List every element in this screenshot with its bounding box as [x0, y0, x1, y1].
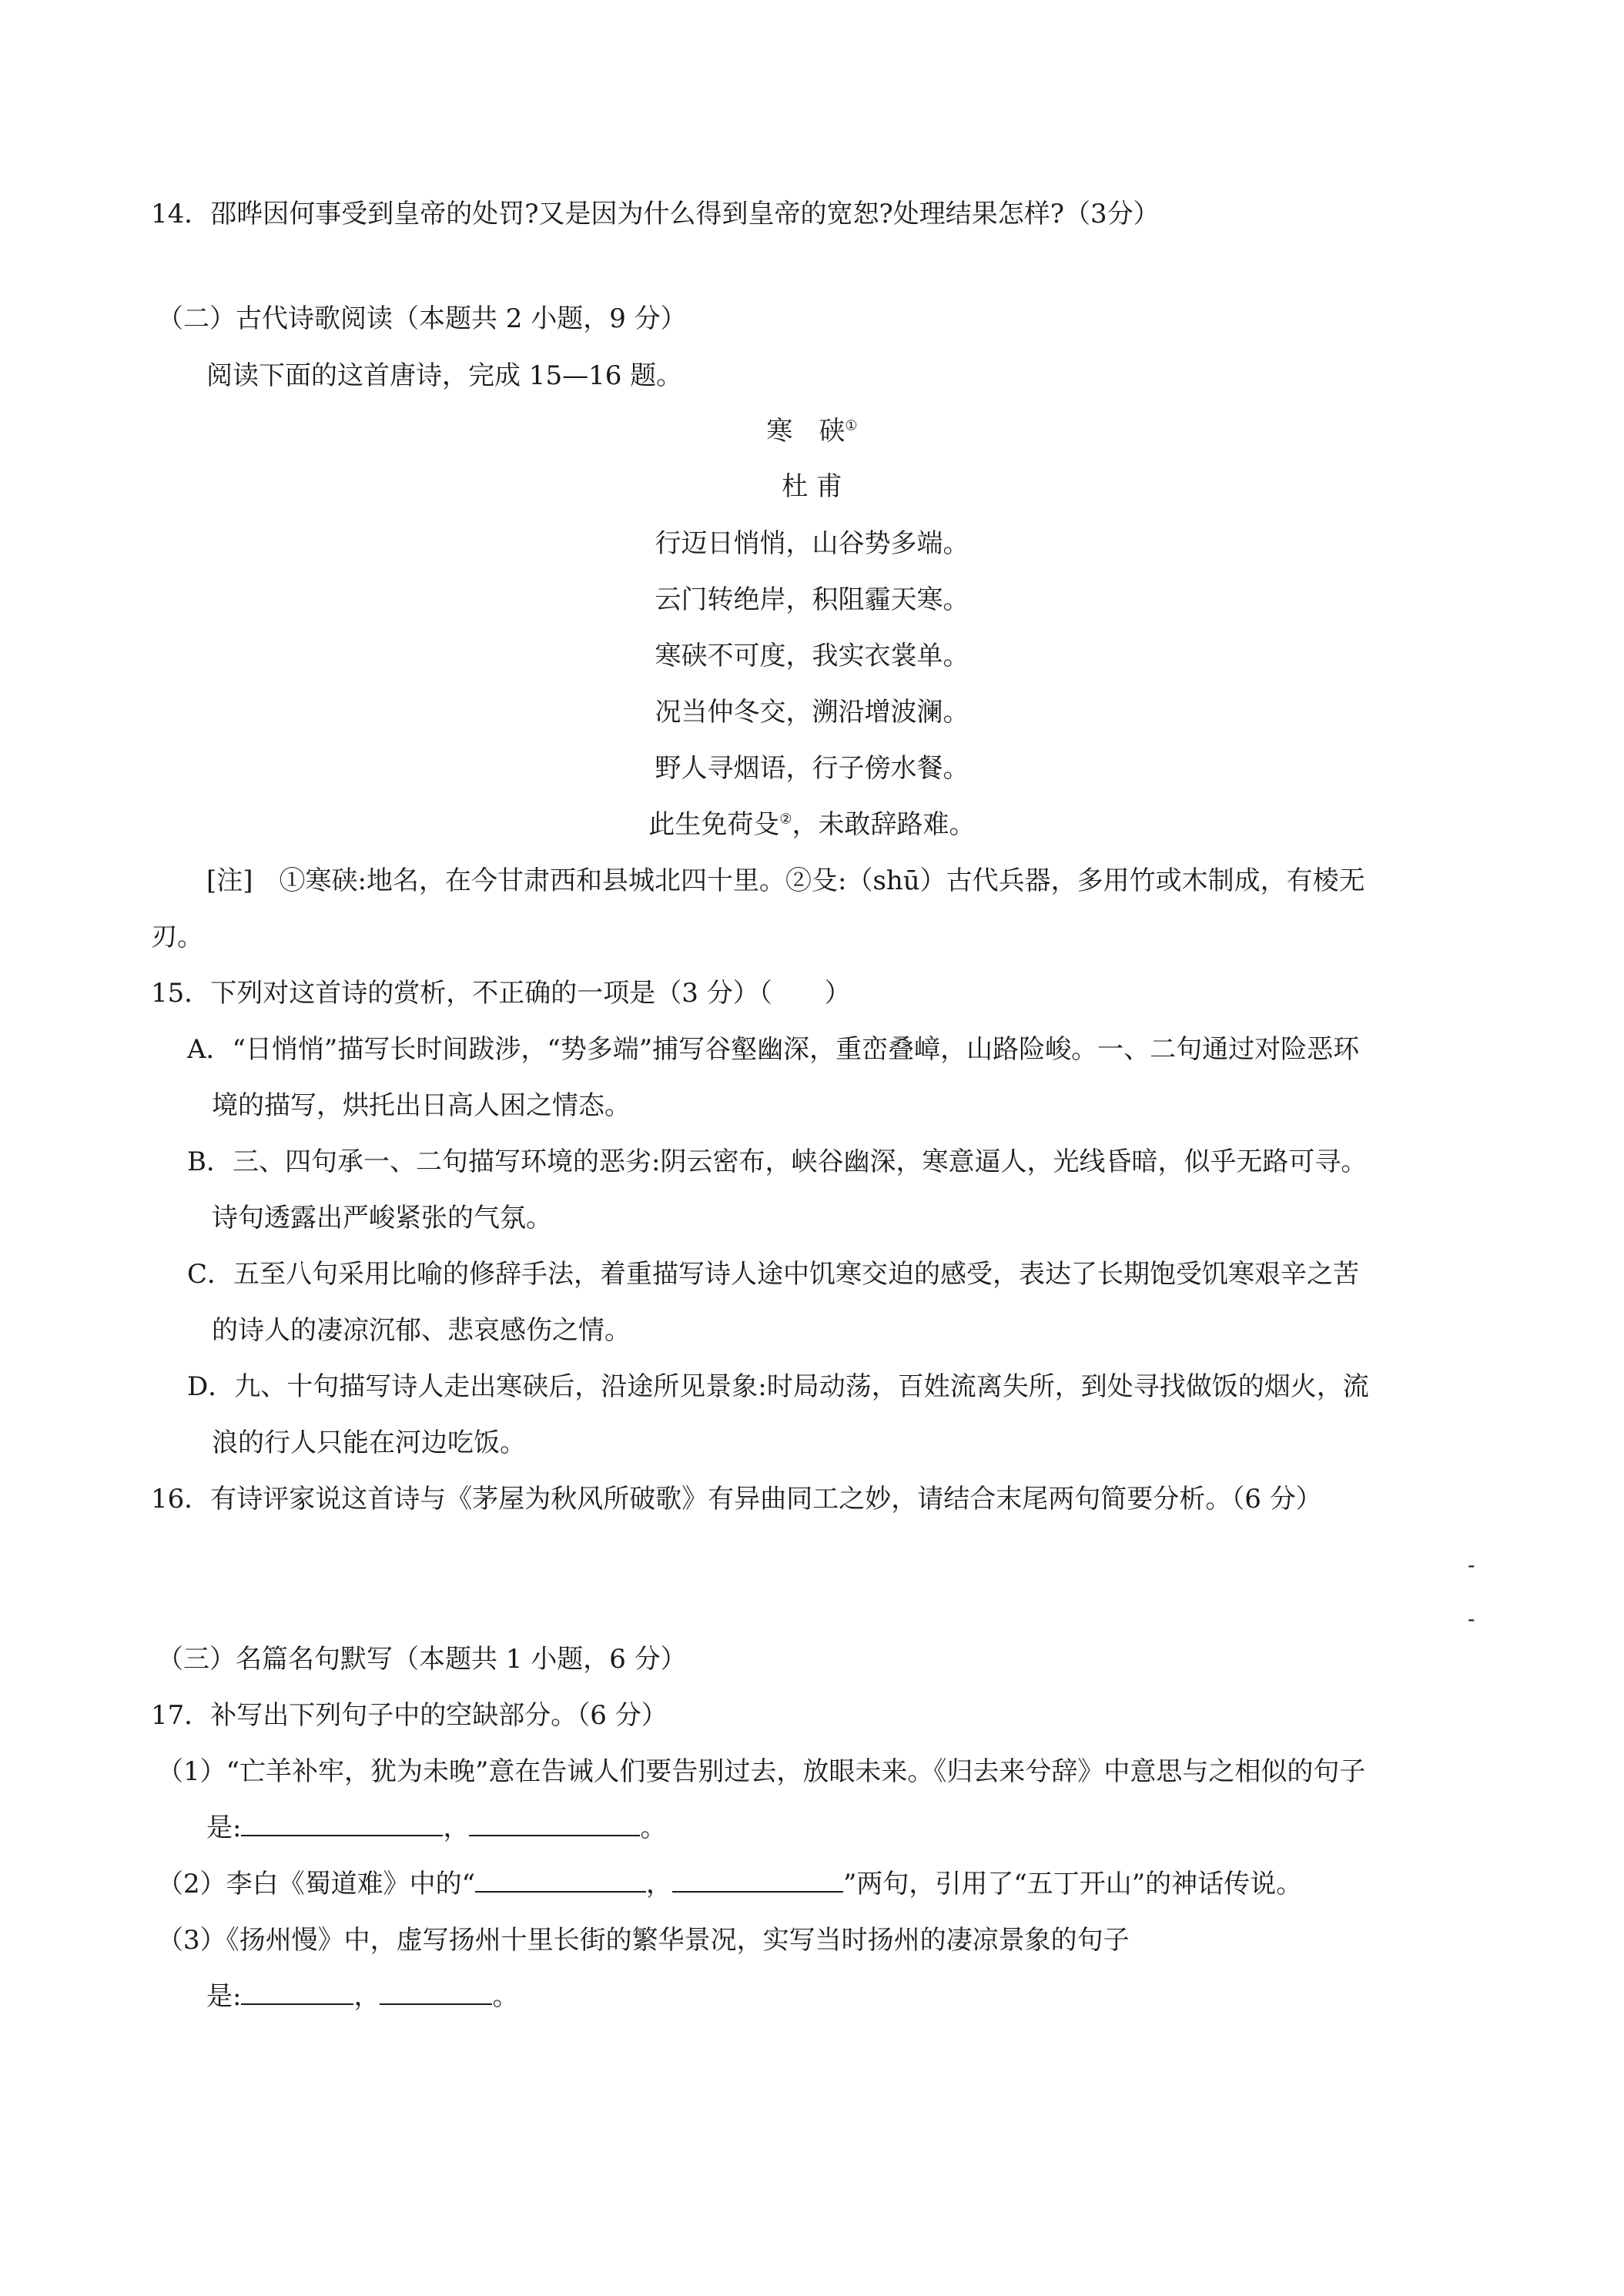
poem-line-3: 寒硖不可度，我实衣裳单。: [655, 641, 969, 671]
poem-note-line-2: 刃。: [151, 922, 203, 952]
poem-line-1: 行迈日悄悄，山谷势多端。: [655, 528, 969, 559]
question-15-option-a-cont: 境的描写，烘托出日高人困之情态。: [212, 1090, 631, 1121]
question-17-part-2: （2）李白《蜀道难》中的“ ， ”两句，引用了“五丁开山”的神话传说。: [157, 1869, 1303, 1899]
question-15-option-c: C．五至八句采用比喻的修辞手法，着重描写诗人途中饥寒交迫的感受，表达了长期饱受饥寒艰辛之苦: [187, 1259, 1360, 1290]
question-14: 14．邵晔因何事受到皇帝的处罚?又是因为什么得到皇帝的宽恕?处理结果怎样?（3分）: [151, 199, 1160, 229]
margin-mark: -: [1468, 1552, 1475, 1578]
footnote-mark-2: ②: [779, 811, 792, 828]
question-15-option-d-cont: 浪的行人只能在河边吃饭。: [212, 1427, 526, 1458]
question-15-option-b: B．三、四句承一、二句描写环境的恶劣:阴云密布，峡谷幽深，寒意逼人，光线昏暗，似乎无路可寻。: [187, 1146, 1368, 1177]
poem-line-5: 野人寻烟语，行子傍水餐。: [655, 753, 969, 784]
section-2-heading: （二）古代诗歌阅读（本题共 2 小题，9 分）: [157, 303, 687, 334]
question-15-option-d: D．九、十句描写诗人走出寒硖后，沿途所见景象:时局动荡，百姓流离失所，到处寻找做饭的烟火，流: [187, 1371, 1369, 1402]
answer-blank[interactable]: [475, 1868, 646, 1893]
question-15-option-c-cont: 的诗人的凄凉沉郁、悲哀感伤之情。: [212, 1315, 631, 1346]
answer-blank[interactable]: [469, 1812, 640, 1836]
question-17-part-1-answer: 是: ， 。: [206, 1812, 667, 1843]
footnote-mark-1: ①: [845, 417, 858, 434]
poem-line-2: 云门转绝岸，积阻霾天寒。: [655, 584, 969, 615]
question-17-part-1: （1）“亡羊补牢，犹为未晚”意在告诫人们要告别过去，放眼未来。《归去来兮辞》中意思与之相似的句子: [157, 1756, 1366, 1787]
question-16: 16．有诗评家说这首诗与《茅屋为秋风所破歌》有异曲同工之妙，请结合末尾两句简要分析。（6 分）: [151, 1484, 1322, 1514]
poem-line-4: 况当仲冬交，溯沿增波澜。: [655, 697, 969, 728]
question-15-stem: 15．下列对这首诗的赏析，不正确的一项是（3 分）（ ）: [151, 978, 851, 1009]
poem-line-6: 此生免荷殳②，未敢辞路难。: [648, 809, 976, 840]
answer-blank[interactable]: [241, 1812, 443, 1836]
section-2-intro: 阅读下面的这首唐诗，完成 15—16 题。: [206, 360, 683, 391]
question-15-option-b-cont: 诗句透露出严峻紧张的气氛。: [212, 1203, 552, 1233]
answer-blank[interactable]: [380, 1980, 492, 2005]
answer-blank[interactable]: [241, 1980, 353, 2005]
poem-title: 寒 硖①: [766, 416, 858, 447]
question-15-option-a: A．“日悄悄”描写长时间跋涉，“势多端”捕写谷壑幽深，重峦叠嶂，山路险峻。一、二句通过对险恶环: [187, 1034, 1360, 1065]
answer-blank[interactable]: [672, 1868, 843, 1893]
poem-author: 杜 甫: [782, 471, 842, 502]
question-17-part-3-answer: 是: ， 。: [206, 1981, 519, 2012]
margin-mark: -: [1468, 1606, 1475, 1632]
question-17-stem: 17．补写出下列句子中的空缺部分。（6 分）: [151, 1700, 668, 1731]
section-3-heading: （三）名篇名句默写（本题共 1 小题，6 分）: [157, 1644, 687, 1675]
question-17-part-3: （3）《扬州慢》中，虚写扬州十里长街的繁华景况，实写当时扬州的凄凉景象的句子: [157, 1925, 1130, 1956]
poem-note-line-1: [注] ①寒硖:地名，在今甘肃西和县城北四十里。②殳:（shū）古代兵器，多用竹或木制成，有棱无: [206, 865, 1365, 896]
